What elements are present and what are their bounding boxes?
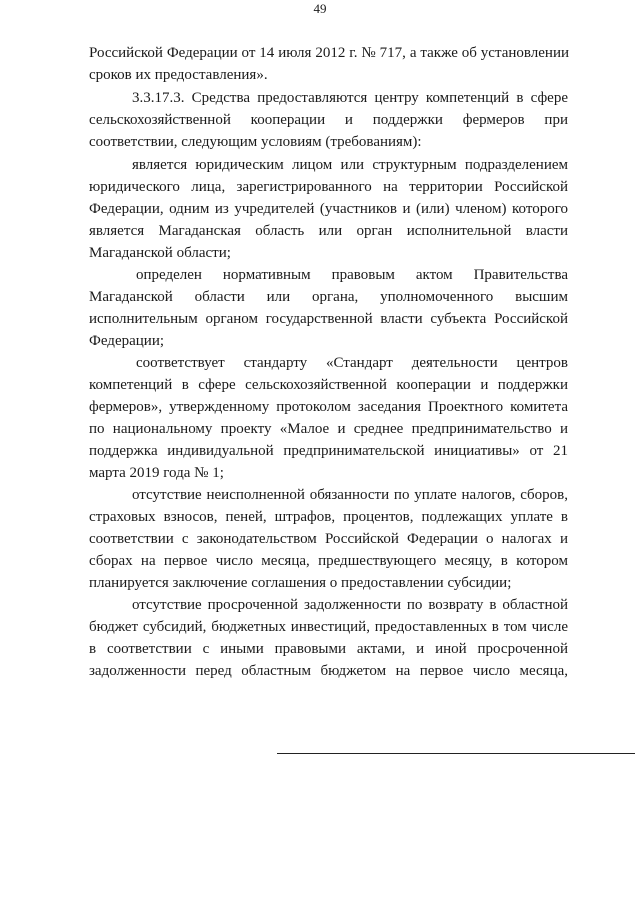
text-line: сроков их предоставления». xyxy=(89,67,268,83)
horizontal-rule xyxy=(277,753,635,754)
text-line: Российской Федерации от 14 июля 2012 г. № 717, а также об установлении xyxy=(89,45,569,61)
text-line: сборах на первое число месяца, предшествующего месяцу, в котором xyxy=(89,553,568,569)
text-line: является юридическим лицом или структурным подразделением xyxy=(132,157,568,173)
text-line: задолженности перед областным бюджетом на первое число месяца, xyxy=(89,663,568,679)
text-line: 3.3.17.3. Средства предоставляются центру компетенций в сфере xyxy=(132,90,568,106)
text-line: марта 2019 года № 1; xyxy=(89,465,224,481)
text-line: страховых взносов, пеней, штрафов, процентов, подлежащих уплате в xyxy=(89,509,568,525)
text-line: является Магаданская область или орган исполнительной власти xyxy=(89,223,568,239)
text-line: по национальному проекту «Малое и среднее предпринимательство и xyxy=(89,421,568,437)
text-line: соответствии с законодательством Российской Федерации о налогах и xyxy=(89,531,568,547)
text-line: исполнительным органом государственной власти субъекта Российской xyxy=(89,311,568,327)
text-line: определен нормативным правовым актом Правительства xyxy=(136,267,568,283)
text-line: отсутствие неисполненной обязанности по уплате налогов, сборов, xyxy=(132,487,568,503)
text-line: соответствии, следующим условиям (требованиям): xyxy=(89,134,422,150)
text-line: компетенций в сфере сельскохозяйственной кооперации и поддержки xyxy=(89,377,568,393)
page-number: 49 xyxy=(313,1,327,16)
text-line: сельскохозяйственной кооперации и поддержки фермеров при xyxy=(89,112,568,128)
text-line: Магаданской области; xyxy=(89,245,231,261)
text-line: Федерации, одним из учредителей (участников и (или) членом) которого xyxy=(89,201,568,217)
text-line: Магаданской области или органа, уполномоченного высшим xyxy=(89,289,568,305)
text-line: отсутствие просроченной задолженности по возврату в областной xyxy=(132,597,568,613)
text-line: планируется заключение соглашения о предоставлении субсидии; xyxy=(89,575,512,591)
text-line: в соответствии с иными правовыми актами, и иной просроченной xyxy=(89,641,568,657)
text-line: бюджет субсидий, бюджетных инвестиций, предоставленных в том числе xyxy=(89,619,568,635)
text-line: соответствует стандарту «Стандарт деятельности центров xyxy=(136,355,568,371)
text-line: фермеров», утвержденному протоколом заседания Проектного комитета xyxy=(89,399,568,415)
text-line: поддержка индивидуальной предпринимательской инициативы» от 21 xyxy=(89,443,568,459)
text-line: юридического лица, зарегистрированного на территории Российской xyxy=(89,179,568,195)
text-line: Федерации; xyxy=(89,333,165,349)
